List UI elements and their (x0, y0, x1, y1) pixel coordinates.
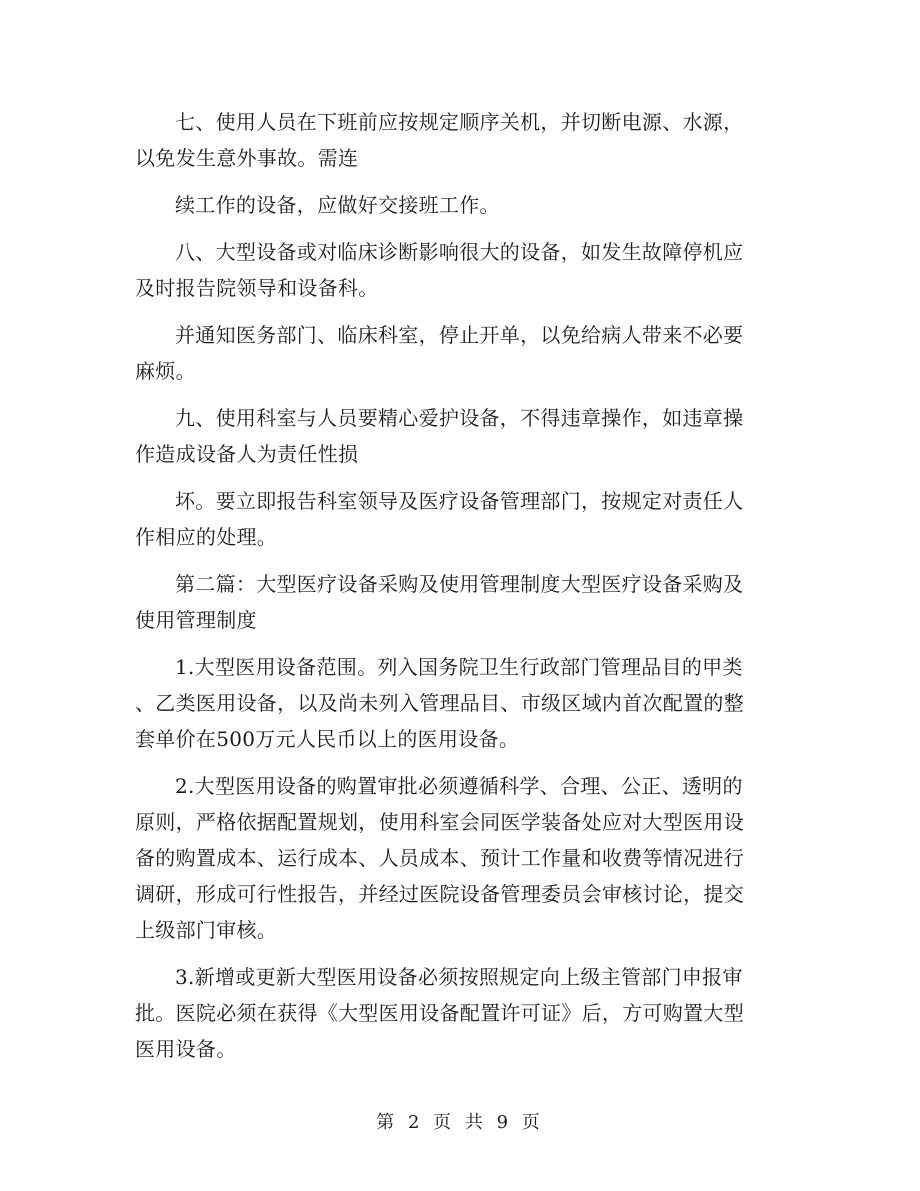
text-line: 批。医院必须在获得《大型医用设备配置许可证》后，方可购置大型 (135, 1001, 744, 1025)
paragraph-3 (135, 234, 783, 306)
text-line: 使用管理制度 (135, 608, 257, 632)
text-line: 、乙类医用设备，以及尚未列入管理品目、市级区域内首次配置的整 (135, 691, 744, 715)
text-line: 医用设备。 (135, 1037, 237, 1061)
text-line: 八、大型设备或对临床诊断影响很大的设备，如发生故障停机应 (175, 240, 744, 264)
text-line: 并通知医务部门、临床科室，停止开单，以免给病人带来不必要 (175, 323, 744, 347)
text-line: 备的购置成本、运行成本、人员成本、预计工作量和收费等情况进行 (135, 846, 744, 870)
section-heading (135, 566, 783, 638)
text-line: 续工作的设备，应做好交接班工作。 (175, 193, 500, 217)
text-line: 3.新增或更新大型医用设备必须按照规定向上级主管部门申报审 (175, 965, 743, 989)
paragraph-2 (135, 187, 783, 223)
text-line: 调研，形成可行性报告，并经过医院设备管理委员会审核讨论，提交 (135, 882, 744, 906)
page-number-footer: 第 2 页 共 9 页 (376, 1112, 544, 1133)
document-body (135, 104, 783, 1078)
text-line: 套单价在500万元人民币以上的医用设备。 (135, 727, 520, 751)
paragraph-5 (135, 400, 783, 472)
text-line: 及时报告院领导和设备科。 (135, 276, 379, 300)
text-line: 麻烦。 (135, 359, 196, 383)
text-line: 2.大型医用设备的购置审批必须遵循科学、合理、公正、透明的 (175, 774, 743, 798)
text-line: 七、使用人员在下班前应按规定顺序关机，并切断电源、水源， (175, 110, 744, 134)
paragraph-6 (135, 483, 783, 555)
text-line: 第二篇：大型医疗设备采购及使用管理制度大型医疗设备采购及 (175, 572, 744, 596)
text-line: 九、使用科室与人员要精心爱护设备，不得违章操作，如违章操 (175, 406, 744, 430)
paragraph-1 (135, 104, 783, 176)
paragraph-item-2 (135, 768, 783, 948)
text-line: 作相应的处理。 (135, 525, 278, 549)
paragraph-item-1 (135, 649, 783, 757)
paragraph-4 (135, 317, 783, 389)
text-line: 坏。要立即报告科室领导及医疗设备管理部门，按规定对责任人 (175, 489, 744, 513)
text-line: 1.大型医用设备范围。列入国务院卫生行政部门管理品目的甲类 (175, 655, 743, 679)
paragraph-item-3 (135, 959, 783, 1067)
text-line: 作造成设备人为责任性损 (135, 442, 359, 466)
text-line: 上级部门审核。 (135, 918, 278, 942)
text-line: 以免发生意外事故。需连 (135, 146, 359, 170)
text-line: 原则，严格依据配置规划，使用科室会同医学装备处应对大型医用设 (135, 810, 744, 834)
